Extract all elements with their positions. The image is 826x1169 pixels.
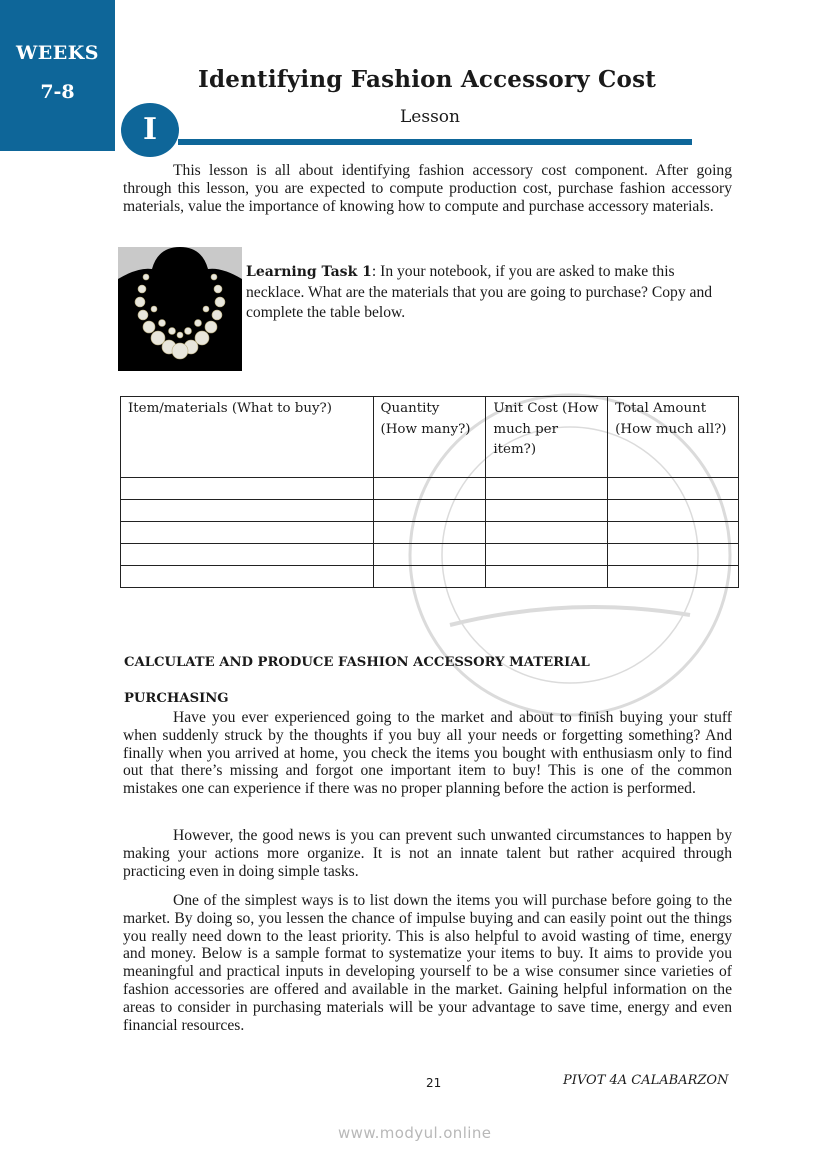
intro-paragraph	[123, 162, 732, 215]
header-total-amount: Total Amount (How much all?)	[608, 397, 739, 478]
subsection-heading: PURCHASING	[124, 691, 229, 706]
learning-task-label: Learning Task 1	[246, 264, 372, 280]
weeks-range: 7-8	[40, 81, 75, 103]
watermark-url: www.modyul.online	[338, 1124, 492, 1142]
page-number: 21	[426, 1076, 442, 1090]
table-cell	[373, 500, 486, 522]
header-item: Item/materials (What to buy?)	[121, 397, 374, 478]
table-cell	[608, 522, 739, 544]
paragraph-text: One of the simplest ways is to list down the items you will purchase before going to the market. By doing so, you lessen the chance of impulse buying and can easily point out the things you really need down to the least priority. This is also helpful to avoid wasting of time, energy and money. Below is a sample format to systematize your items to buy. It aims to provide you meaningful and practical inputs in developing yourself to be a wise consumer since varieties of fashion accessories are offered and available in the market. Gaining helpful information on the areas to consider in purchasing materials will be your advantage to save time, energy and even financial resources.	[123, 892, 732, 1034]
table-cell	[608, 500, 739, 522]
table-header-row	[121, 397, 739, 478]
table-cell	[373, 544, 486, 566]
page-title: Identifying Fashion Accessory Cost	[198, 66, 657, 93]
necklace-icon	[118, 247, 242, 371]
weeks-label: WEEKS	[15, 42, 100, 64]
weeks-tab	[0, 0, 115, 151]
table-row	[121, 544, 739, 566]
body-paragraph	[123, 892, 732, 1034]
table-cell	[486, 566, 608, 588]
table-row	[121, 522, 739, 544]
necklace-image	[118, 247, 242, 371]
table-cell	[608, 478, 739, 500]
header-unit-cost: Unit Cost (How much per item?)	[486, 397, 608, 478]
body-paragraph	[123, 827, 732, 880]
table-cell	[121, 544, 374, 566]
page-subtitle: Lesson	[400, 107, 460, 127]
table-cell	[373, 522, 486, 544]
table-cell	[486, 478, 608, 500]
intro-text: This lesson is all about identifying fashion accessory cost component. After going through this lesson, you are expected to compute production cost, purchase fashion accessory materials, value the importance of knowing how to compute and purchase accessory materials.	[123, 162, 732, 215]
table-cell	[608, 544, 739, 566]
header-divider	[178, 139, 692, 145]
header-quantity: Quantity (How many?)	[373, 397, 486, 478]
table-row	[121, 500, 739, 522]
paragraph-text: Have you ever experienced going to the market and about to finish buying your stuff when suddenly struck by the thoughts if you buy all your needs or forgetting something? And finally when you arrived at home, you check the items you bought with enthusiasm only to find out that there’s missing and forgot one important item to buy! This is one of the common mistakes one can experience if there was no proper planning before the action is performed.	[123, 709, 732, 798]
footer-brand: PIVOT 4A CALABARZON	[563, 1073, 729, 1088]
table-cell	[486, 500, 608, 522]
table-cell	[373, 478, 486, 500]
table-row	[121, 566, 739, 588]
section-letter-badge: I	[121, 103, 179, 157]
body-paragraph	[123, 709, 732, 798]
table-cell	[486, 544, 608, 566]
table-cell	[121, 500, 374, 522]
purchase-table	[120, 396, 739, 588]
learning-task	[246, 262, 716, 324]
table-cell	[486, 522, 608, 544]
table-cell	[121, 566, 374, 588]
table-cell	[373, 566, 486, 588]
table-cell	[121, 522, 374, 544]
table-row	[121, 478, 739, 500]
learning-task-text: : In your notebook, if you are asked to make this necklace. What are the materials that you are going to purchase? Copy and complete the table below.	[246, 263, 713, 321]
section-heading: CALCULATE AND PRODUCE FASHION ACCESSORY MATERIAL	[124, 655, 590, 670]
paragraph-text: However, the good news is you can prevent such unwanted circumstances to happen by making your actions more organize. It is not an innate talent but rather acquired through practicing even in doing simple tasks.	[123, 827, 732, 880]
table-cell	[121, 478, 374, 500]
table-cell	[608, 566, 739, 588]
